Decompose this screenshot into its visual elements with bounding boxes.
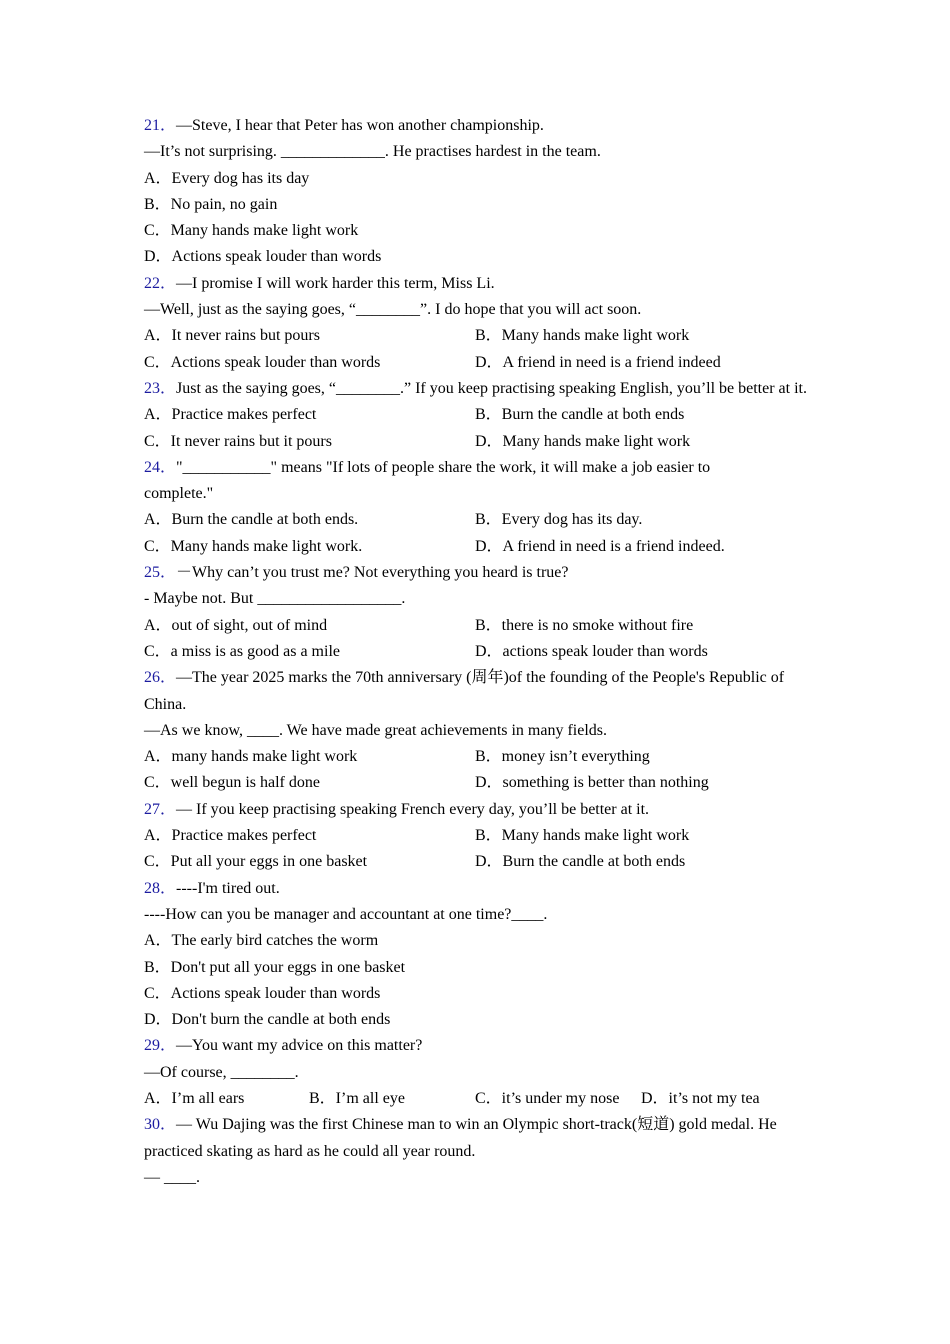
question-stem: "___________" means "If lots of people share the work, it will make a job easier to complete." bbox=[144, 458, 711, 503]
option-d[interactable]: D．A friend in need is a friend indeed. bbox=[475, 537, 725, 555]
option-c[interactable]: C．Many hands make light work. bbox=[144, 537, 363, 555]
question-21 bbox=[144, 113, 814, 271]
option-a[interactable]: A．many hands make light work bbox=[144, 748, 358, 766]
option-d[interactable]: D．it’s not my tea bbox=[641, 1089, 760, 1107]
option-d[interactable]: D．Don't burn the candle at both ends bbox=[144, 1011, 391, 1029]
question-stem: －Why can’t you trust me? Not everything you heard is true? bbox=[176, 564, 569, 582]
option-b[interactable]: B．Don't put all your eggs in one basket bbox=[144, 958, 406, 976]
question-23 bbox=[144, 376, 814, 455]
question-number: 26． bbox=[144, 669, 177, 687]
question-27 bbox=[144, 797, 814, 876]
question-number: 29． bbox=[144, 1037, 177, 1055]
option-c[interactable]: C．Put all your eggs in one basket bbox=[144, 853, 368, 871]
dialogue-line: —Well, just as the saying goes, “________”. I do hope that you will act soon. bbox=[144, 301, 642, 319]
question-number: 21． bbox=[144, 117, 177, 134]
option-a[interactable]: A．Practice makes perfect bbox=[144, 406, 317, 424]
question-number: 27． bbox=[144, 800, 177, 818]
option-a[interactable]: A．Practice makes perfect bbox=[144, 827, 317, 845]
question-sheet bbox=[144, 113, 814, 1191]
question-stem: —The year 2025 marks the 70th anniversary (周年)of the founding of the People's Republic of China. bbox=[144, 669, 785, 713]
option-a[interactable]: A．It never rains but pours bbox=[144, 327, 320, 345]
option-c[interactable]: C．Actions speak louder than words bbox=[144, 984, 381, 1002]
option-b[interactable]: B．Many hands make light work bbox=[475, 827, 690, 845]
option-c[interactable]: C．It never rains but it pours bbox=[144, 432, 332, 450]
question-stem: — Wu Dajing was the first Chinese man to win an Olympic short-track(短道) gold medal. He practiced skating as hard as he could all year round. bbox=[144, 1116, 777, 1160]
option-b[interactable]: B．money isn’t everything bbox=[475, 748, 650, 766]
question-number: 22． bbox=[144, 274, 177, 292]
question-22 bbox=[144, 271, 814, 376]
dialogue-line: —Of course, ________. bbox=[144, 1063, 299, 1081]
option-c[interactable]: C．it’s under my nose bbox=[475, 1089, 620, 1107]
question-stem: —I promise I will work harder this term, Miss Li. bbox=[176, 274, 495, 292]
question-number: 25． bbox=[144, 564, 177, 582]
dialogue-line: —As we know, ____. We have made great achievements in many fields. bbox=[144, 721, 608, 739]
option-b[interactable]: B．I’m all eye bbox=[309, 1089, 405, 1107]
question-number: 24． bbox=[144, 458, 177, 476]
question-stem: —Steve, I hear that Peter has won another championship. bbox=[176, 117, 544, 134]
option-b[interactable]: B．there is no smoke without fire bbox=[475, 616, 694, 634]
dialogue-line: - Maybe not. But __________________. bbox=[144, 590, 406, 608]
question-stem: Just as the saying goes, “________.” If you keep practising speaking English, you’ll be better at it. bbox=[176, 379, 807, 397]
option-d[interactable]: D．Actions speak louder than words bbox=[144, 248, 382, 266]
question-number: 28． bbox=[144, 879, 177, 897]
dialogue-line: ----How can you be manager and accountant at one time?____. bbox=[144, 905, 548, 923]
option-b[interactable]: B．Burn the candle at both ends bbox=[475, 406, 685, 424]
option-a[interactable]: A．out of sight, out of mind bbox=[144, 616, 328, 634]
option-c[interactable]: C．a miss is as good as a mile bbox=[144, 642, 340, 660]
question-30 bbox=[144, 1112, 814, 1191]
option-a[interactable]: A．I’m all ears bbox=[144, 1089, 245, 1107]
option-a[interactable]: A．Burn the candle at both ends. bbox=[144, 511, 359, 529]
option-d[interactable]: D．Burn the candle at both ends bbox=[475, 853, 686, 871]
question-stem: —You want my advice on this matter? bbox=[176, 1037, 423, 1055]
option-d[interactable]: D．Many hands make light work bbox=[475, 432, 691, 450]
question-stem: — If you keep practising speaking French every day, you’ll be better at it. bbox=[176, 800, 650, 818]
option-b[interactable]: B．Every dog has its day. bbox=[475, 511, 643, 529]
option-a[interactable]: A．Every dog has its day bbox=[144, 169, 310, 187]
question-number: 23． bbox=[144, 379, 177, 397]
dialogue-line: — ____. bbox=[144, 1168, 200, 1186]
option-d[interactable]: D．actions speak louder than words bbox=[475, 642, 708, 660]
option-d[interactable]: D．something is better than nothing bbox=[475, 774, 709, 792]
option-c[interactable]: C．Many hands make light work bbox=[144, 222, 359, 240]
question-stem: ----I'm tired out. bbox=[176, 879, 280, 897]
dialogue-line: —It’s not surprising. _____________. He practises hardest in the team. bbox=[144, 143, 601, 161]
question-29 bbox=[144, 1033, 814, 1112]
question-number: 30． bbox=[144, 1116, 177, 1134]
option-a[interactable]: A．The early bird catches the worm bbox=[144, 932, 379, 950]
question-26 bbox=[144, 665, 814, 796]
option-d[interactable]: D．A friend in need is a friend indeed bbox=[475, 353, 721, 371]
option-c[interactable]: C．well begun is half done bbox=[144, 774, 320, 792]
option-b[interactable]: B．No pain, no gain bbox=[144, 195, 278, 213]
option-b[interactable]: B．Many hands make light work bbox=[475, 327, 690, 345]
question-28 bbox=[144, 876, 814, 1034]
question-25 bbox=[144, 560, 814, 665]
option-c[interactable]: C．Actions speak louder than words bbox=[144, 353, 381, 371]
question-24 bbox=[144, 455, 814, 560]
